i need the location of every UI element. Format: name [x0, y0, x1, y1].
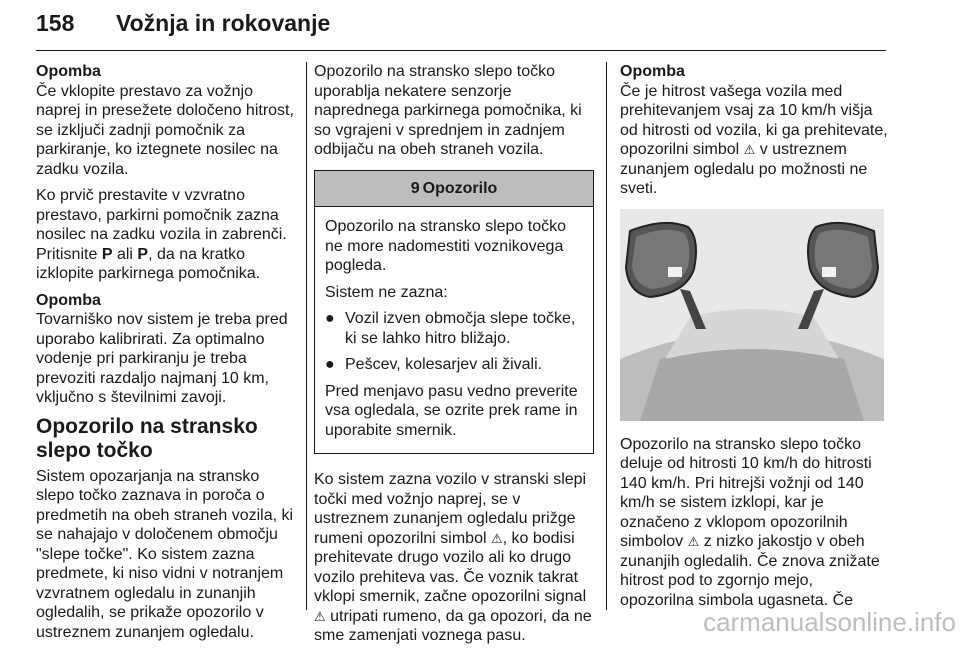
column-2 — [314, 62, 594, 653]
section-heading: Opozorilo na stransko slepo točko — [36, 414, 258, 462]
park-assist-icon: P — [101, 245, 113, 263]
text: ali — [116, 245, 133, 263]
bullet-item — [325, 309, 583, 348]
warning-title: Opozorilo — [422, 179, 498, 197]
text: v ustreznem zunanjem ogledalu po možnosti ne sveti. — [620, 141, 868, 197]
text: z nizko jakostjo v obeh zunanjih ogledalih. Če znova znižate hitrost pod to zgornjo mejo, opozorilna simbola ugasneta. Če — [620, 533, 880, 609]
column-divider — [306, 62, 307, 610]
note-paragraph: Tovarniško nov sistem je treba pred uporabo kalibrirati. Za optimalno vodenje pri parkiranju je treba prevoziti razdaljo najmanj 10 km, vključno s številnimi zavoji. — [36, 311, 288, 406]
page-header — [36, 6, 886, 51]
note-1 — [36, 62, 298, 284]
bullet-item — [325, 355, 583, 375]
note-paragraph — [36, 186, 298, 284]
column-1 — [36, 62, 298, 649]
column-divider — [606, 62, 607, 610]
body-paragraph: Sistem opozarjanja na stransko slepo točko zaznava in poroča o predmetih na obeh straneh vozila, ki se nahajajo v določenem območju "slepe točke". Ko sistem zazna predmete, ki niso vidni v notranjem vzvratnem ogledalu in zunanjih ogledalih, se prikaže opozorilo v ustreznem zunanjem ogledalu. — [36, 467, 294, 641]
warning-body — [315, 207, 593, 453]
watermark: carmanualsonline.info — [703, 607, 956, 637]
note-3 — [620, 62, 888, 199]
blind-spot-warning-icon — [668, 267, 682, 277]
text: Ko sistem zazna vozilo v stranski slepi točki med vožnjo naprej, se v ustreznem zunanjem ogledalu prižge rumeni opozorilni simbol — [314, 471, 587, 547]
warning-box — [314, 170, 594, 455]
note-2 — [36, 291, 298, 408]
bullet-text: Pešcev, kolesarjev ali živali. — [345, 356, 543, 373]
note-title: Opomba — [36, 291, 101, 309]
bullet-icon: ● — [325, 310, 335, 327]
note-title: Opomba — [36, 63, 101, 80]
body-paragraph — [620, 435, 888, 611]
text: , ko bodisi prehitevate drugo vozilo ali ko drugo vozilo prehiteva vas. Če voznik takrat vklopi smernik, začne opozorilni signal — [314, 529, 587, 605]
blind-spot-warning-icon: ⚠ — [490, 530, 503, 546]
page-number: 158 — [36, 10, 75, 36]
blind-spot-warning-icon: ⚠ — [687, 534, 700, 549]
blind-spot-warning-icon — [822, 267, 836, 277]
body-paragraph: Opozorilo na stransko slepo točko uporablja nekatere senzorje naprednega parkirnega pomočnika, ki so vgrajeni v sprednjem in zadnjem odbijaču na obeh straneh vozila. — [314, 63, 582, 158]
text: , da na kratko izklopite parkirnega pomočnika. — [36, 245, 261, 282]
bullet-text: Vozil izven območja slepe točke, ki se lahko hitro bližajo. — [345, 310, 576, 347]
car-mirrors-illustration — [620, 209, 884, 421]
text: Če je hitrost vašega vozila med prehitevanjem vsaj za 10 km/h višja od hitrosti od vozila, ki ga prehitevate, opozorilni simbol — [620, 82, 888, 158]
note-paragraph — [620, 82, 888, 199]
bullet-icon: ● — [325, 356, 335, 373]
car-mirrors-svg — [620, 209, 884, 421]
blind-spot-warning-icon: ⚠ — [314, 608, 326, 624]
warning-icon: 9 — [410, 179, 420, 197]
warning-header — [315, 171, 593, 208]
warning-paragraph: Pred menjavo pasu vedno preverite vsa ogledala, se ozrite prek rame in uporabite smernik. — [325, 382, 578, 439]
warning-paragraph: Sistem ne zazna: — [325, 283, 448, 301]
warning-paragraph: Opozorilo na stransko slepo točko ne more nadomestiti voznikovega pogleda. — [325, 218, 567, 274]
chapter-title: Vožnja in rokovanje — [116, 10, 331, 36]
note-title: Opomba — [620, 63, 685, 80]
text: Ko prvič prestavite v vzvratno prestavo, parkirni pomočnik zazna nosilec na zadku vozila in zabrenči. Pritisnite — [36, 187, 287, 263]
column-3 — [620, 62, 888, 617]
body-paragraph — [314, 470, 594, 646]
park-assist-off-icon: P — [137, 245, 149, 263]
text: utripati rumeno, da ga opozori, da ne sme zamenjati voznega pasu. — [314, 607, 592, 644]
text: Opozorilo na stransko slepo točko deluje od hitrosti 10 km/h do hitrosti 140 km/h. Pri hitrejši vožnji od 140 km/h se sistem izklopi, kar je označeno z vklopom opozorilnih simbolov — [620, 435, 872, 550]
blind-spot-warning-icon: ⚠ — [743, 142, 756, 157]
note-paragraph: Če vklopite prestavo za vožnjo naprej in presežete določeno hitrost, se izključi zadnji pomočnik za parkiranje, ko iztegnete nosilec na zadku vozila. — [36, 82, 294, 178]
